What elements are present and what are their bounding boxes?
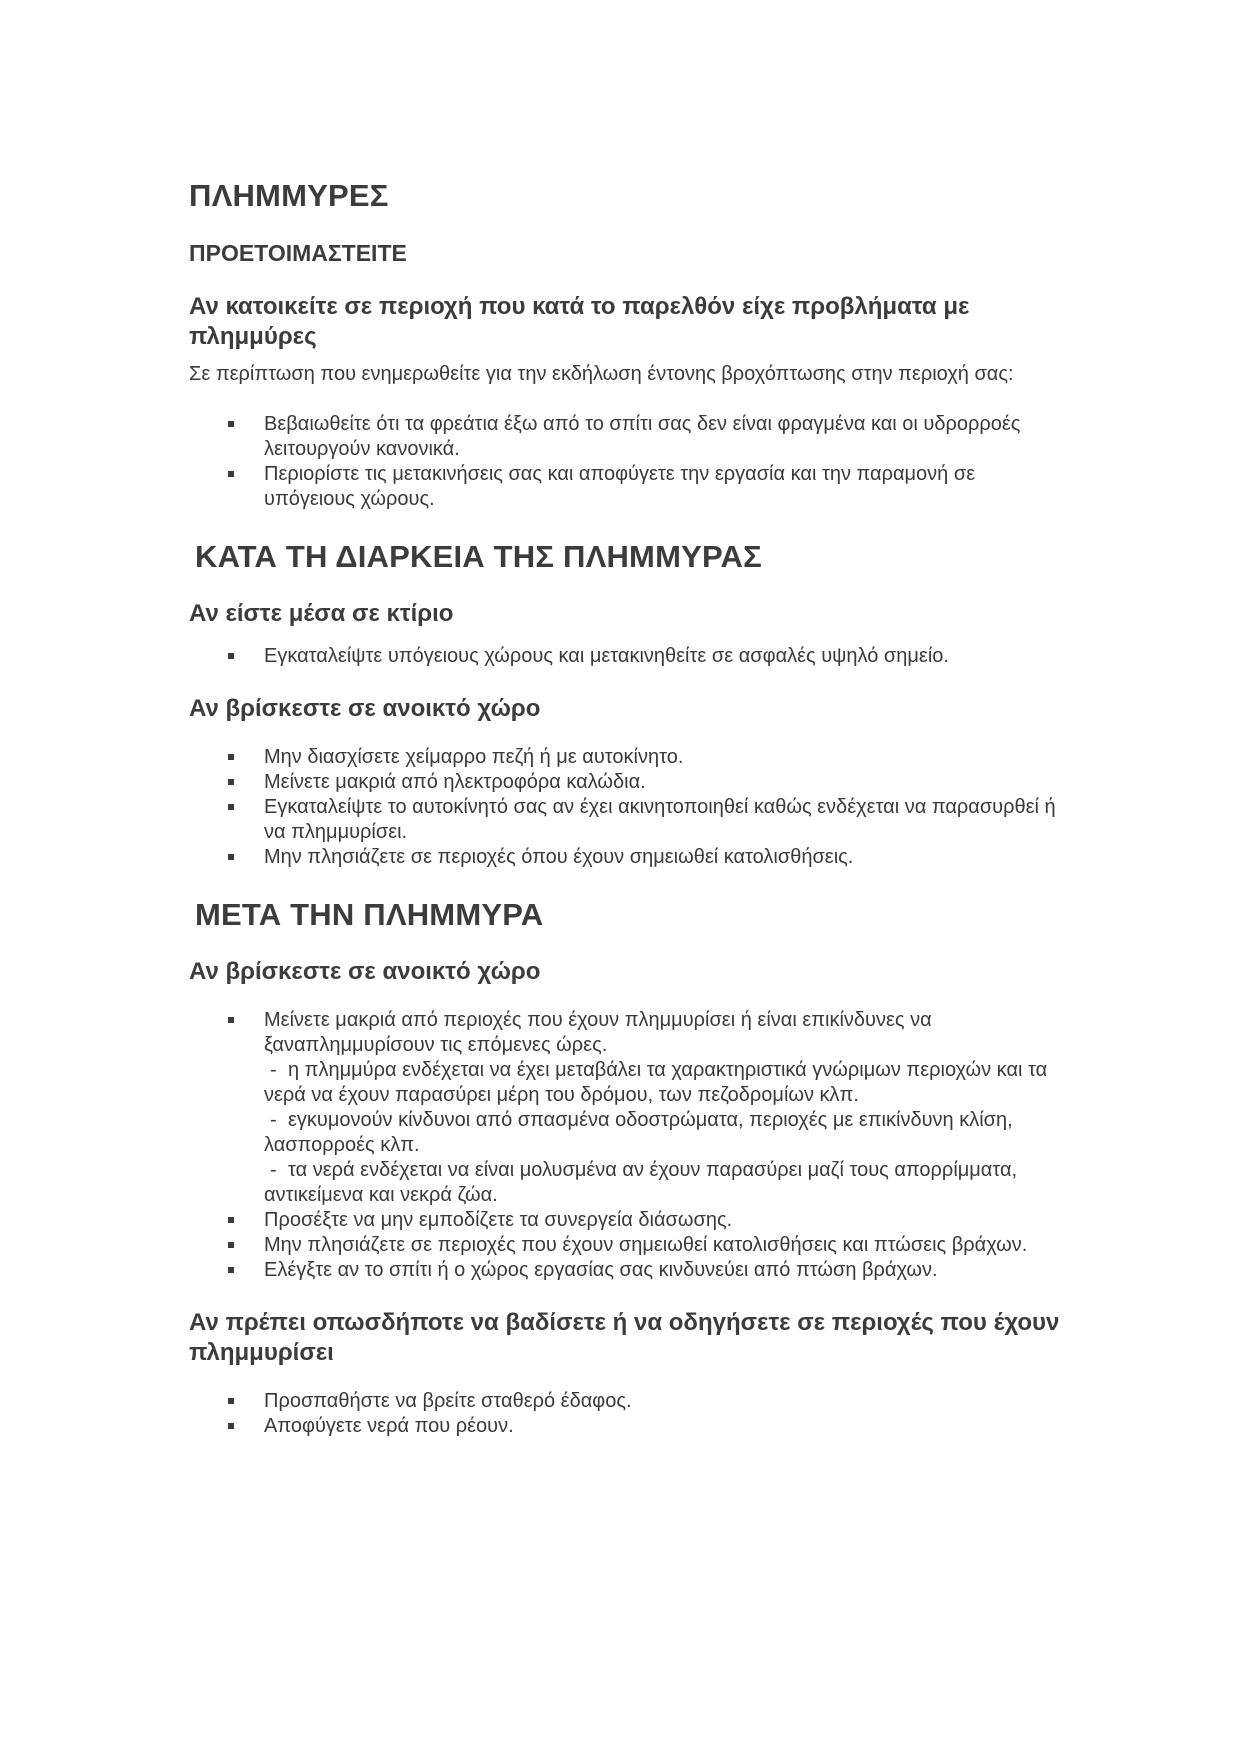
square-bullet-icon: [228, 804, 234, 810]
sub-item: [264, 1158, 1069, 1208]
after-flooded-subheading: Αν πρέπει οπωσδήποτε να βαδίσετε ή να οδηγήσετε σε περιοχές που έχουν πλημμυρίσει: [189, 1309, 1060, 1366]
square-bullet-icon: [228, 1242, 234, 1248]
prepare-intro: Σε περίπτωση που ενημερωθείτε για την εκδήλωση έντονης βροχόπτωσης στην περιοχή σας:: [189, 363, 1014, 385]
during-outdoors-subheading: Αν βρίσκεστε σε ανοικτό χώρο: [189, 695, 541, 722]
list-item: [189, 845, 1069, 870]
list-item: [189, 1414, 1069, 1439]
list-item: [189, 462, 1069, 512]
sub-item-text: τα νερά ενδέχεται να είναι μολυσμένα αν έχουν παρασύρει μαζί τους απορρίμματα, αντικείμενα και νεκρά ζώα.: [264, 1159, 1018, 1206]
during-indoors-list: [189, 644, 1069, 669]
after-outdoors-subheading: Αν βρίσκεστε σε ανοικτό χώρο: [189, 958, 541, 985]
square-bullet-icon: [228, 854, 234, 860]
sub-item: [264, 1058, 1069, 1108]
prepare-heading: ΠΡΟΕΤΟΙΜΑΣΤΕΙΤΕ: [189, 240, 407, 266]
after-heading: ΜΕΤΑ ΤΗΝ ΠΛΗΜΜΥΡΑ: [195, 897, 544, 932]
square-bullet-icon: [228, 1267, 234, 1273]
list-item: [189, 1233, 1069, 1258]
list-item-text: Εγκαταλείψτε το αυτοκίνητό σας αν έχει ακινητοποιηθεί καθώς ενδέχεται να παρασυρθεί ή να πλημμυρίσει.: [264, 796, 1056, 843]
square-bullet-icon: [228, 1017, 234, 1023]
square-bullet-icon: [228, 653, 234, 659]
during-heading: ΚΑΤΑ ΤΗ ΔΙΑΡΚΕΙΑ ΤΗΣ ΠΛΗΜΜΥΡΑΣ: [195, 539, 762, 574]
list-item: [189, 1208, 1069, 1233]
dash-marker: -: [270, 1159, 277, 1181]
square-bullet-icon: [228, 1423, 234, 1429]
prepare-list: [189, 412, 1069, 512]
square-bullet-icon: [228, 421, 234, 427]
square-bullet-icon: [228, 471, 234, 477]
sub-item: [264, 1108, 1069, 1158]
during-outdoors-list: [189, 745, 1069, 870]
document-content: [189, 178, 1069, 1439]
list-item-text: Μείνετε μακριά από ηλεκτροφόρα καλώδια.: [264, 771, 646, 793]
after-outdoors-list: [189, 1008, 1069, 1283]
sub-item-text: η πλημμύρα ενδέχεται να έχει μεταβάλει τα χαρακτηριστικά γνώριμων περιοχών και τα νερά να έχουν παρασύρει μέρη του δρόμου, των πεζοδρομίων κλπ.: [264, 1059, 1048, 1106]
list-item: [189, 412, 1069, 462]
list-item: [189, 644, 1069, 669]
square-bullet-icon: [228, 779, 234, 785]
list-item-text: Προσέξτε να μην εμποδίζετε τα συνεργεία διάσωσης.: [264, 1209, 733, 1231]
list-item-text: Μην πλησιάζετε σε περιοχές όπου έχουν σημειωθεί κατολισθήσεις.: [264, 846, 854, 868]
square-bullet-icon: [228, 1217, 234, 1223]
prepare-subheading: Αν κατοικείτε σε περιοχή που κατά το παρελθόν είχε προβλήματα με πλημμύρες: [189, 293, 970, 350]
list-item: [189, 1389, 1069, 1414]
document-title: ΠΛΗΜΜΥΡΕΣ: [189, 178, 389, 213]
list-item-text: Μην πλησιάζετε σε περιοχές που έχουν σημειωθεί κατολισθήσεις και πτώσεις βράχων.: [264, 1234, 1028, 1256]
list-item-text: Ελέγξτε αν το σπίτι ή ο χώρος εργασίας σας κινδυνεύει από πτώση βράχων.: [264, 1259, 938, 1281]
list-item: [189, 770, 1069, 795]
dash-marker: -: [270, 1059, 277, 1081]
list-item-text: Μείνετε μακριά από περιοχές που έχουν πλημμυρίσει ή είναι επικίνδυνες να ξαναπλημμυρίσουν τις επόμενες ώρες.: [264, 1009, 932, 1056]
list-item-text: Αποφύγετε νερά που ρέουν.: [264, 1415, 514, 1437]
list-item-text: Περιορίστε τις μετακινήσεις σας και αποφύγετε την εργασία και την παραμονή σε υπόγειους χώρους.: [264, 463, 976, 510]
square-bullet-icon: [228, 1398, 234, 1404]
list-item-text: Μην διασχίσετε χείμαρρο πεζή ή με αυτοκίνητο.: [264, 746, 684, 768]
sub-item-text: εγκυμονούν κίνδυνοι από σπασμένα οδοστρώματα, περιοχές με επικίνδυνη κλίση, λασπορροές κλπ.: [264, 1109, 1013, 1156]
list-item: [189, 745, 1069, 770]
square-bullet-icon: [228, 754, 234, 760]
list-item: [189, 1008, 1069, 1208]
dash-marker: -: [270, 1109, 277, 1131]
list-item-text: Προσπαθήστε να βρείτε σταθερό έδαφος.: [264, 1390, 632, 1412]
during-indoors-subheading: Αν είστε μέσα σε κτίριο: [189, 600, 454, 627]
after-flooded-list: [189, 1389, 1069, 1439]
list-item: [189, 795, 1069, 845]
list-item: [189, 1258, 1069, 1283]
list-item-text: Εγκαταλείψτε υπόγειους χώρους και μετακινηθείτε σε ασφαλές υψηλό σημείο.: [264, 645, 949, 667]
list-item-text: Βεβαιωθείτε ότι τα φρεάτια έξω από το σπίτι σας δεν είναι φραγμένα και οι υδρορροές λειτουργούν κανονικά.: [264, 413, 1021, 460]
